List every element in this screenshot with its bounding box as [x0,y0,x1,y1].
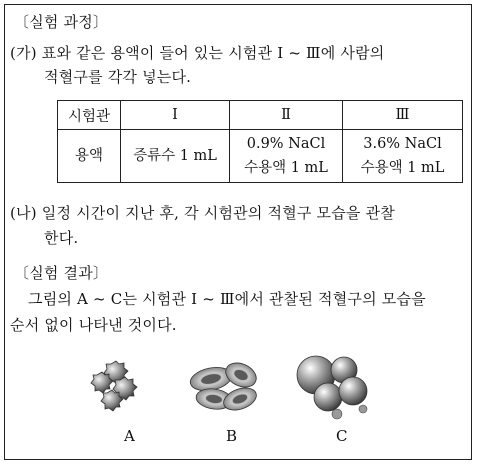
step-na-line1: (나) 일정 시간이 지난 후, 각 시험관의 적혈구 모습을 관찰 [10,204,395,222]
header-tube-3: Ⅲ [343,101,463,130]
figure-label-a: A [124,427,135,445]
cell-tube-1-line1: 증류수 1 mL [133,148,217,164]
result-text-line2: 순서 없이 나타낸 것이다. [10,316,177,334]
step-ga-line2: 적혈구를 각각 넣는다. [44,68,192,86]
cells-b-normal [188,358,260,414]
cells-c-swollen [297,356,367,419]
figure-label-c: C [336,427,348,445]
header-test-tube: 시험관 [58,101,121,130]
cells-a-crenated [91,361,137,411]
figure-label-b: B [226,427,238,445]
row-label-solution: 용액 [58,130,121,183]
table-row [58,130,463,183]
cell-tube-2-line2: 수용액 1 mL [244,160,328,176]
step-ga-line1: (가) 표와 같은 용액이 들어 있는 시험관 Ⅰ ~ Ⅲ에 사람의 [10,44,385,62]
header-tube-1: Ⅰ [121,101,230,130]
table-header-row [58,101,463,130]
cell-tube-2 [230,130,343,183]
result-heading: 〔실험 결과〕 [14,264,109,282]
solution-table [57,100,463,183]
step-na-line2: 한다. [44,229,79,247]
cell-tube-3-line2: 수용액 1 mL [360,160,445,176]
cell-tube-2-line1: 0.9% NaCl [246,136,326,152]
header-tube-2: Ⅱ [230,101,343,130]
cell-tube-3-line1: 3.6% NaCl [363,136,442,152]
procedure-heading: 〔실험 과정〕 [14,13,109,31]
red-blood-cell-figure [90,355,390,427]
cell-tube-3 [343,130,463,183]
result-text-line1: 그림의 A ~ C는 시험관 Ⅰ ~ Ⅲ에서 관찰된 적혈구의 모습을 [28,290,426,308]
cell-tube-1 [121,130,230,183]
